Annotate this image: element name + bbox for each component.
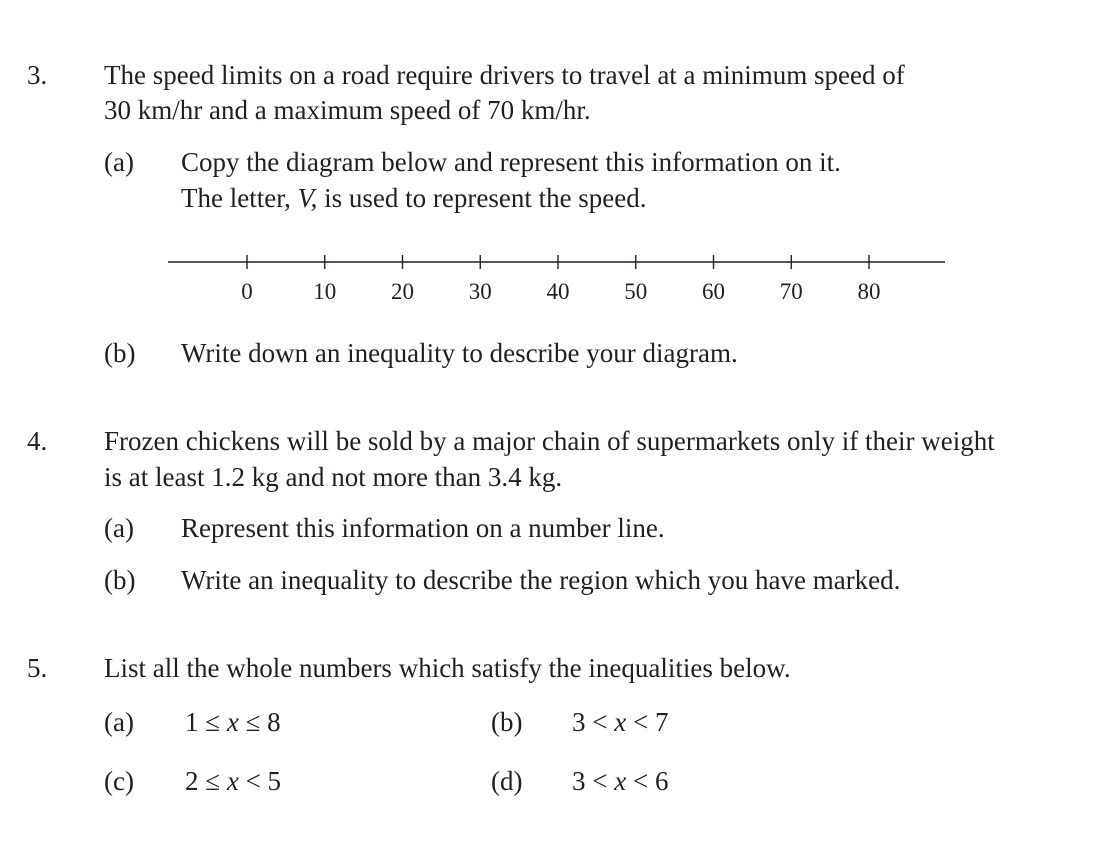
tick-label-60: 60 [702,279,725,304]
q3a-variable-v: V, [297,183,318,213]
q3b-label: (b) [104,338,136,368]
q4-text-line1: Frozen chickens will be sold by a major chain of supermarkets only if their weight [104,426,995,456]
q5d-inequality [572,768,668,795]
q4-number: 4. [27,426,48,456]
q5b-variable-x: x [614,707,627,737]
q5b-label: (b) [491,707,523,737]
q3b-text: Write down an inequality to describe your diagram. [181,338,738,368]
tick-label-80: 80 [857,279,881,304]
tick-label-70: 70 [779,279,803,304]
q3-text-line2: 30 km/hr and a maximum speed of 70 km/hr. [104,95,591,125]
tick-label-20: 20 [391,279,414,304]
q3a-line2-pre: The letter, [181,183,298,213]
q5a-label: (a) [104,707,134,737]
q5d-left: 3 < [572,766,615,796]
q5c-left: 2 ≤ [185,766,227,796]
q5d-variable-x: x [614,766,627,796]
q5-number: 5. [27,653,48,683]
tick-label-10: 10 [313,279,337,304]
q4a-label: (a) [104,513,134,543]
tick-label-0: 0 [241,279,253,304]
q5a-variable-x: x [226,707,239,737]
q5b-right: < 7 [626,707,669,737]
q5a-inequality [185,709,281,736]
tick-label-30: 30 [468,279,492,304]
q5d-right: < 6 [626,766,669,796]
q3a-text-line1: Copy the diagram below and represent this information on it. [181,147,841,177]
q3a-label: (a) [104,147,134,177]
q4-text-line2: is at least 1.2 kg and not more than 3.4 kg. [104,462,563,492]
q4b-label: (b) [104,565,136,595]
q5c-variable-x: x [226,766,239,796]
q3-number: 3. [27,60,48,90]
q5b-left: 3 < [572,707,615,737]
q5a-right: ≤ 8 [238,707,281,737]
q5-text: List all the whole numbers which satisfy the inequalities below. [104,653,791,683]
tick-label-50: 50 [624,279,648,304]
q3-text-line1: The speed limits on a road require drivers to travel at a minimum speed of [104,60,905,90]
q5c-right: < 5 [238,766,282,796]
q4b-text: Write an inequality to describe the region which you have marked. [181,565,901,595]
q3a-line2-post: is used to represent the speed. [317,183,647,213]
q5b-inequality [572,709,668,736]
q5c-inequality [185,768,281,795]
q5a-left: 1 ≤ [185,707,227,737]
tick-label-40: 40 [546,279,570,304]
q5c-label: (c) [104,766,134,796]
q5d-label: (d) [491,766,523,796]
q4a-text: Represent this information on a number line. [181,513,665,543]
